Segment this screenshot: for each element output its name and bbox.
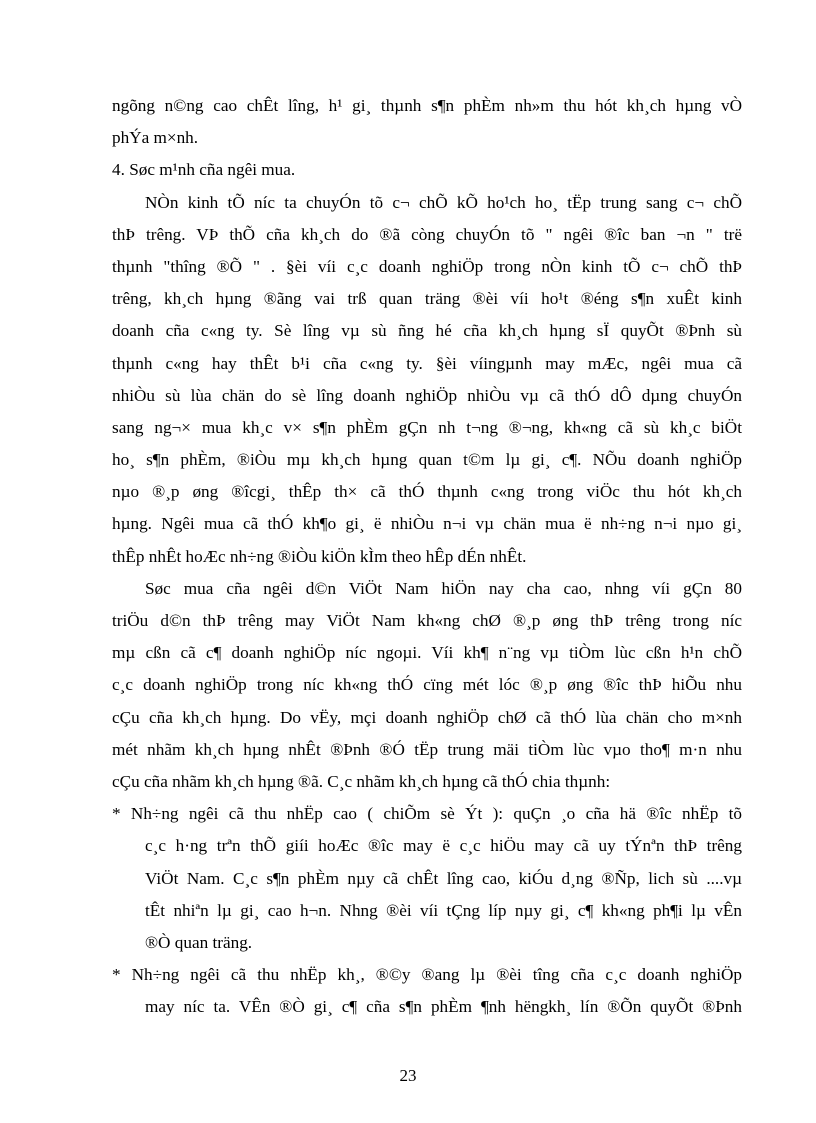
text-line: nµo ®¸p øng ®îcgi¸ thÊp th× cã thÓ thµnh c«ng trong viÖc thu hót kh¸ch <box>112 482 742 502</box>
text-line: mét nhãm kh¸ch hµng nhÊt ®Þnh ®Ó tËp trung mäi tiÒm lùc vµo tho¶ m·n nhu <box>112 739 742 759</box>
text-line: sang ng¬× mua kh¸c v× s¶n phÈm gÇn nh t¬ng ®¬ng, kh«ng cã sù kh¸c biÖt <box>112 417 742 437</box>
text-line: nhiÒu sù lùa chän do sè lîng doanh nghiÖp nhiÒu vµ cã thÓ dÔ dµng chuyÓn <box>112 385 742 405</box>
text-line: phÝa m×nh. <box>112 128 199 148</box>
text-line: ngõng n©ng cao chÊt lîng, h¹ gi¸ thµnh s¶n phÈm nh»m thu hót kh¸ch hµng vÒ <box>112 96 742 115</box>
page-number: 23 <box>399 1066 417 1085</box>
text-line: c¸c doanh nghiÖp trong níc kh«ng thÓ cïng mét lóc ®¸p øng ®îc thÞ hiÕu nhu <box>112 675 742 695</box>
text-line: thÊp nhÊt hoÆc nh÷ng ®iÒu kiÖn kÌm theo hÊp dÉn nhÊt. <box>112 546 527 566</box>
text-line: ®Ò quan träng. <box>145 932 253 952</box>
text-line: Søc mua cña ngêi d©n ViÖt Nam hiÖn nay cha cao, nhng víi gÇn 80 <box>145 578 742 598</box>
text-line: thÞ trêng. VÞ thÕ cña kh¸ch do ®ã còng chuyÓn tõ " ngêi ®îc ban ¬n " trë <box>112 224 742 244</box>
text-line: thµnh "thîng ®Õ " . §èi víi c¸c doanh nghiÖp trong nÒn kinh tÕ c¬ chÕ thÞ <box>112 256 742 276</box>
text-line: thµnh c«ng hay thÊt b¹i cña c«ng ty. §èi víingµnh may mÆc, ngêi mua cã <box>112 353 742 373</box>
text-line: * Nh÷ng ngêi cã thu nhËp cao ( chiÕm sè Ýt ): quÇn ¸o cña hä ®îc nhËp tõ <box>112 804 742 824</box>
text-line: hµng. Ngêi mua cã thÓ kh¶o gi¸ ë nhiÒu n¬i vµ chän mua ë nh÷ng n¬i nµo gi¸ <box>112 514 742 534</box>
text-line: doanh cña c«ng ty. Sè lîng vµ sù ñng hé cña kh¸ch hµng sÏ quyÕt ®Þnh sù <box>112 321 742 341</box>
text-line: ho¸ s¶n phÈm, ®iÒu mµ kh¸ch hµng quan t©m lµ gi¸ c¶. NÕu doanh nghiÖp <box>112 450 742 470</box>
text-line: trêng, kh¸ch hµng ®ãng vai trß quan träng ®èi víi ho¹t ®éng s¶n xuÊt kinh <box>112 289 742 309</box>
text-line: mµ cßn cã c¶ doanh nghiÖp níc ngoµi. Víi kh¶ n¨ng vµ tiÒm lùc cßn h¹n chÕ <box>112 643 742 663</box>
text-line: ViÖt Nam. C¸c s¶n phÈm nµy cã chÊt lîng cao, kiÓu d¸ng ®Ñp, lich sù ....vµ <box>145 868 742 888</box>
text-line: c¸c h·ng trªn thÕ giíi hoÆc ®îc may ë c¸c hiÖu may cã uy tÝnªn thÞ trêng <box>145 836 742 856</box>
text-line: may níc ta. VÊn ®Ò gi¸ c¶ cña s¶n phÈm ¶nh hëngkh¸ lín ®Õn quyÕt ®Þnh <box>145 997 742 1017</box>
text-line: cÇu cña nhãm kh¸ch hµng ®ã. C¸c nhãm kh¸ch hµng cã thÓ chia thµnh: <box>112 771 611 791</box>
text-line: NÒn kinh tÕ níc ta chuyÓn tõ c¬ chÕ kÕ ho¹ch ho¸ tËp trung sang c¬ chÕ <box>145 192 742 212</box>
text-line: * Nh÷ng ngêi cã thu nhËp kh¸, ®©y ®ang lµ ®èi tîng cña c¸c doanh nghiÖp <box>112 965 742 985</box>
document-body <box>112 90 742 1023</box>
text-line: tÊt nhiªn lµ gi¸ cao h¬n. Nhng ®èi víi tÇng líp nµy gi¸ c¶ kh«ng ph¶i lµ vÊn <box>145 900 742 920</box>
text-line: 4. Søc m¹nh cña ngêi mua. <box>112 160 296 180</box>
text-line: triÖu d©n thÞ trêng may ViÖt Nam kh«ng chØ ®¸p øng thÞ trêng trong níc <box>112 611 742 630</box>
text-line: cÇu cña kh¸ch hµng. Do vËy, mçi doanh nghiÖp chØ cã thÓ lùa chän cho m×nh <box>112 707 742 727</box>
